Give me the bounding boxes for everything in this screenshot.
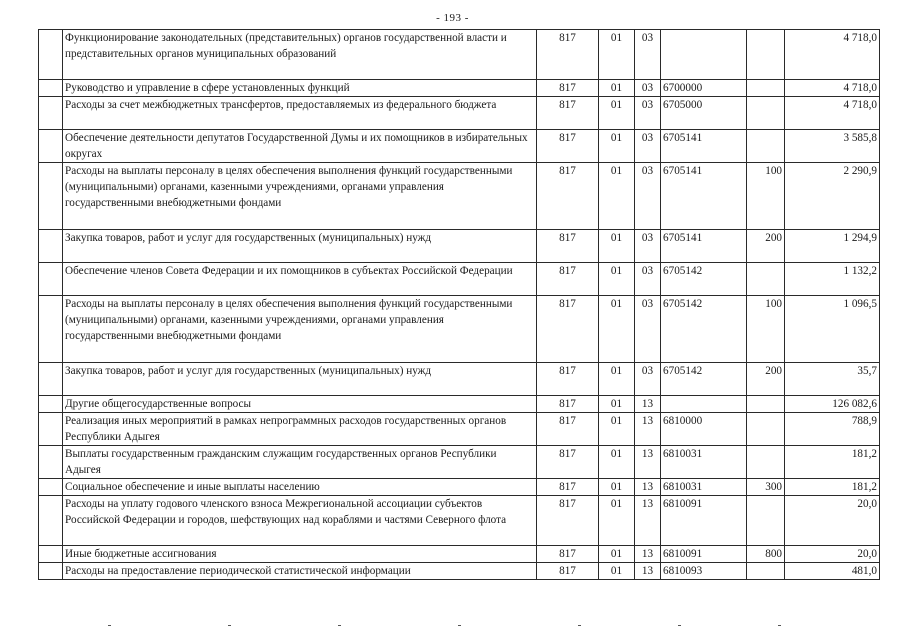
- row-section-code: 01: [599, 130, 635, 163]
- row-blank-cell: [39, 163, 63, 230]
- row-blank-cell: [39, 263, 63, 296]
- row-name-cell: Выплаты государственным гражданским служащим государственных органов Республики Адыгея: [63, 446, 537, 479]
- row-subsection-code: 03: [635, 30, 661, 80]
- row-subsection-code: 13: [635, 563, 661, 580]
- table-row: [39, 263, 880, 296]
- row-ved-code: 817: [537, 296, 599, 363]
- table-row: [39, 130, 880, 163]
- row-name-cell: Иные бюджетные ассигнования: [63, 546, 537, 563]
- row-blank-cell: [39, 363, 63, 396]
- row-ved-code: 817: [537, 130, 599, 163]
- row-target-article: 6810091: [661, 496, 747, 546]
- row-blank-cell: [39, 30, 63, 80]
- row-name-cell: Обеспечение членов Совета Федерации и их помощников в субъектах Российской Федерации: [63, 263, 537, 296]
- row-ved-code: 817: [537, 163, 599, 230]
- row-amount: 788,9: [785, 413, 880, 446]
- row-expense-type: [747, 30, 785, 80]
- row-blank-cell: [39, 546, 63, 563]
- budget-table: [38, 29, 880, 580]
- table-body: [39, 30, 880, 580]
- row-ved-code: 817: [537, 263, 599, 296]
- row-expense-type: [747, 97, 785, 130]
- row-amount: 20,0: [785, 546, 880, 563]
- row-target-article: 6705141: [661, 130, 747, 163]
- table-row: [39, 496, 880, 546]
- row-expense-type: [747, 396, 785, 413]
- row-target-article: 6705000: [661, 97, 747, 130]
- row-section-code: 01: [599, 30, 635, 80]
- row-subsection-code: 13: [635, 413, 661, 446]
- row-subsection-code: 03: [635, 80, 661, 97]
- table-row: [39, 413, 880, 446]
- row-target-article: 6705141: [661, 230, 747, 263]
- row-subsection-code: 03: [635, 97, 661, 130]
- row-amount: 181,2: [785, 446, 880, 479]
- table-row: [39, 396, 880, 413]
- row-amount: 3 585,8: [785, 130, 880, 163]
- row-section-code: 01: [599, 80, 635, 97]
- row-target-article: 6705142: [661, 363, 747, 396]
- row-name-cell: Реализация иных мероприятий в рамках непрограммных расходов государственных органов Республики Адыгея: [63, 413, 537, 446]
- row-subsection-code: 03: [635, 296, 661, 363]
- row-amount: 181,2: [785, 479, 880, 496]
- row-blank-cell: [39, 479, 63, 496]
- row-subsection-code: 13: [635, 396, 661, 413]
- row-expense-type: 100: [747, 163, 785, 230]
- row-target-article: 6810000: [661, 413, 747, 446]
- row-section-code: 01: [599, 263, 635, 296]
- row-section-code: 01: [599, 363, 635, 396]
- table-row: [39, 563, 880, 580]
- row-expense-type: [747, 263, 785, 296]
- page-number: - 193 -: [436, 12, 469, 24]
- row-subsection-code: 13: [635, 479, 661, 496]
- row-expense-type: [747, 563, 785, 580]
- row-blank-cell: [39, 130, 63, 163]
- row-ved-code: 817: [537, 80, 599, 97]
- table-row: [39, 163, 880, 230]
- row-blank-cell: [39, 413, 63, 446]
- row-section-code: 01: [599, 413, 635, 446]
- row-target-article: 6810091: [661, 546, 747, 563]
- row-blank-cell: [39, 496, 63, 546]
- row-blank-cell: [39, 230, 63, 263]
- row-expense-type: [747, 496, 785, 546]
- row-expense-type: 300: [747, 479, 785, 496]
- row-subsection-code: 03: [635, 363, 661, 396]
- row-target-article: 6810031: [661, 479, 747, 496]
- row-name-cell: Расходы на выплаты персоналу в целях обеспечения выполнения функций государственными (муниципальными) органами, казенными учреждениями, органами управления государственными внебюджетными фондами: [63, 163, 537, 230]
- row-blank-cell: [39, 563, 63, 580]
- row-subsection-code: 03: [635, 263, 661, 296]
- row-target-article: 6705142: [661, 296, 747, 363]
- row-ved-code: 817: [537, 479, 599, 496]
- row-name-cell: Руководство и управление в сфере установленных функций: [63, 80, 537, 97]
- row-expense-type: 800: [747, 546, 785, 563]
- row-expense-type: 200: [747, 363, 785, 396]
- row-section-code: 01: [599, 163, 635, 230]
- row-amount: 20,0: [785, 496, 880, 546]
- table-row: [39, 363, 880, 396]
- table-row: [39, 230, 880, 263]
- row-name-cell: Расходы на выплаты персоналу в целях обеспечения выполнения функций государственными (муниципальными) органами, казенными учреждениями, органами управления государственными внебюджетными фондами: [63, 296, 537, 363]
- row-ved-code: 817: [537, 230, 599, 263]
- row-blank-cell: [39, 97, 63, 130]
- row-subsection-code: 13: [635, 446, 661, 479]
- row-subsection-code: 03: [635, 130, 661, 163]
- row-ved-code: 817: [537, 496, 599, 546]
- table-row: [39, 30, 880, 80]
- row-ved-code: 817: [537, 97, 599, 130]
- row-ved-code: 817: [537, 563, 599, 580]
- row-expense-type: 100: [747, 296, 785, 363]
- row-blank-cell: [39, 296, 63, 363]
- row-ved-code: 817: [537, 413, 599, 446]
- row-section-code: 01: [599, 563, 635, 580]
- row-blank-cell: [39, 80, 63, 97]
- row-ved-code: 817: [537, 30, 599, 80]
- row-name-cell: Функционирование законодательных (представительных) органов государственной власти и представительных органов муниципальных образований: [63, 30, 537, 80]
- row-target-article: 6705142: [661, 263, 747, 296]
- row-target-article: 6810093: [661, 563, 747, 580]
- row-expense-type: [747, 130, 785, 163]
- cropped-next-row-edge: [38, 625, 879, 633]
- row-section-code: 01: [599, 479, 635, 496]
- row-ved-code: 817: [537, 446, 599, 479]
- row-expense-type: [747, 446, 785, 479]
- table-row: [39, 546, 880, 563]
- row-section-code: 01: [599, 496, 635, 546]
- row-amount: 1 132,2: [785, 263, 880, 296]
- row-section-code: 01: [599, 446, 635, 479]
- table-row: [39, 479, 880, 496]
- row-name-cell: Другие общегосударственные вопросы: [63, 396, 537, 413]
- table-row: [39, 97, 880, 130]
- row-subsection-code: 03: [635, 230, 661, 263]
- row-section-code: 01: [599, 230, 635, 263]
- row-ved-code: 817: [537, 546, 599, 563]
- row-amount: 4 718,0: [785, 97, 880, 130]
- row-amount: 4 718,0: [785, 80, 880, 97]
- row-target-article: [661, 30, 747, 80]
- row-subsection-code: 13: [635, 496, 661, 546]
- table-row: [39, 80, 880, 97]
- row-amount: 481,0: [785, 563, 880, 580]
- row-amount: 2 290,9: [785, 163, 880, 230]
- row-name-cell: Расходы за счет межбюджетных трансфертов, предоставляемых из федерального бюджета: [63, 97, 537, 130]
- row-target-article: 6700000: [661, 80, 747, 97]
- row-expense-type: 200: [747, 230, 785, 263]
- row-name-cell: Закупка товаров, работ и услуг для государственных (муниципальных) нужд: [63, 230, 537, 263]
- row-expense-type: [747, 413, 785, 446]
- table-row: [39, 296, 880, 363]
- row-blank-cell: [39, 446, 63, 479]
- row-amount: 35,7: [785, 363, 880, 396]
- row-ved-code: 817: [537, 396, 599, 413]
- row-name-cell: Закупка товаров, работ и услуг для государственных (муниципальных) нужд: [63, 363, 537, 396]
- row-target-article: 6810031: [661, 446, 747, 479]
- table-row: [39, 446, 880, 479]
- row-subsection-code: 13: [635, 546, 661, 563]
- row-expense-type: [747, 80, 785, 97]
- row-amount: 4 718,0: [785, 30, 880, 80]
- row-amount: 1 294,9: [785, 230, 880, 263]
- row-target-article: [661, 396, 747, 413]
- row-amount: 1 096,5: [785, 296, 880, 363]
- row-section-code: 01: [599, 546, 635, 563]
- row-section-code: 01: [599, 97, 635, 130]
- row-amount: 126 082,6: [785, 396, 880, 413]
- row-target-article: 6705141: [661, 163, 747, 230]
- row-section-code: 01: [599, 396, 635, 413]
- row-name-cell: Социальное обеспечение и иные выплаты населению: [63, 479, 537, 496]
- row-name-cell: Обеспечение деятельности депутатов Государственной Думы и их помощников в избирательных округах: [63, 130, 537, 163]
- row-subsection-code: 03: [635, 163, 661, 230]
- row-name-cell: Расходы на предоставление периодической статистической информации: [63, 563, 537, 580]
- row-ved-code: 817: [537, 363, 599, 396]
- row-name-cell: Расходы на уплату годового членского взноса Межрегиональной ассоциации субъектов Российской Федерации и городов, шефствующих над кораблями и частями Северного флота: [63, 496, 537, 546]
- row-blank-cell: [39, 396, 63, 413]
- row-section-code: 01: [599, 296, 635, 363]
